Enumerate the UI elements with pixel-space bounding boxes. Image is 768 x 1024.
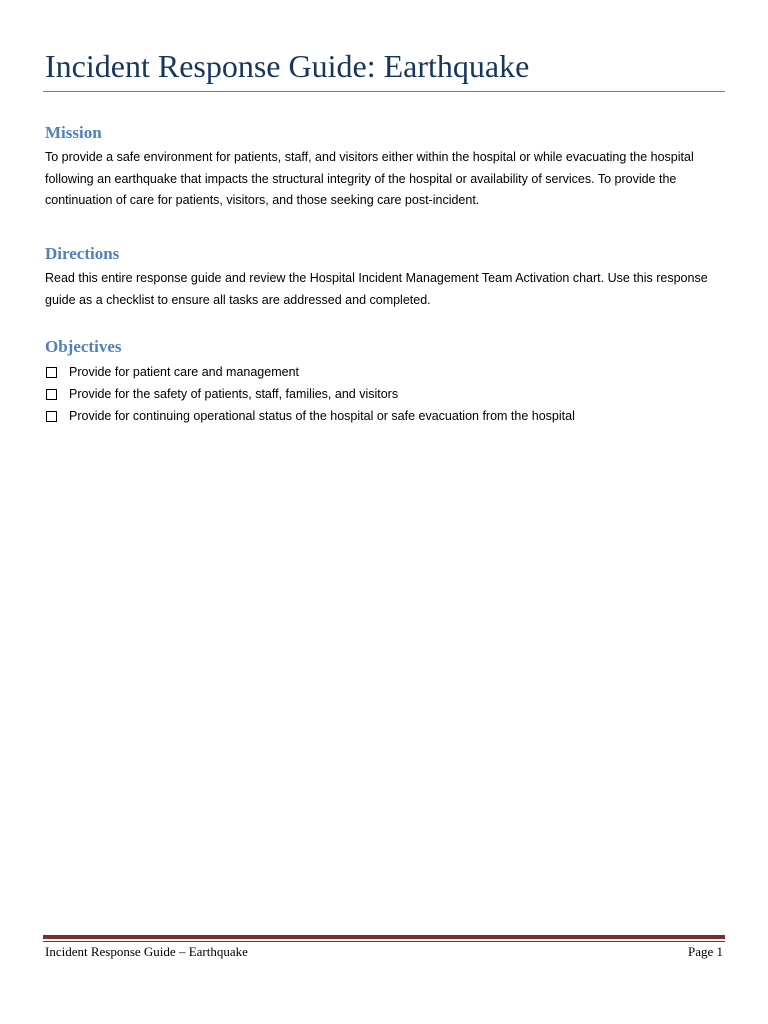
footer-divider-thin <box>43 941 725 942</box>
footer-divider-thick <box>43 935 725 939</box>
mission-section <box>45 123 735 212</box>
checklist-item-label: Provide for patient care and management <box>69 365 299 379</box>
checkbox[interactable] <box>46 411 57 422</box>
footer-page-number: Page 1 <box>687 944 723 959</box>
directions-text: Read this entire response guide and review the Hospital Incident Management Team Activation chart. Use this response guide as a checklist to ensure all tasks are addressed and completed. <box>45 271 708 307</box>
checklist-item-label: Provide for continuing operational status of the hospital or safe evacuation from the hospital <box>69 409 575 423</box>
checklist-item <box>45 383 735 405</box>
objectives-checklist <box>45 361 735 427</box>
page-title: Incident Response Guide: Earthquake <box>45 48 530 84</box>
footer-document-title: Incident Response Guide – Earthquake <box>45 944 248 959</box>
objectives-heading: Objectives <box>45 337 122 356</box>
mission-text: To provide a safe environment for patients, staff, and visitors either within the hospital or while evacuating the hospital following an earthquake that impacts the structural integrity of the hospital or availability of services. To provide the continuation of care for patients, visitors, and those seeking care post-incident. <box>45 150 694 207</box>
checklist-item <box>45 405 735 427</box>
checkbox[interactable] <box>46 389 57 400</box>
checklist-item <box>45 361 735 383</box>
directions-heading: Directions <box>45 244 120 263</box>
objectives-section <box>45 337 735 427</box>
mission-heading: Mission <box>45 123 102 142</box>
directions-section <box>45 244 735 311</box>
title-divider <box>43 91 725 92</box>
checkbox[interactable] <box>46 367 57 378</box>
checklist-item-label: Provide for the safety of patients, staff, families, and visitors <box>69 387 399 401</box>
